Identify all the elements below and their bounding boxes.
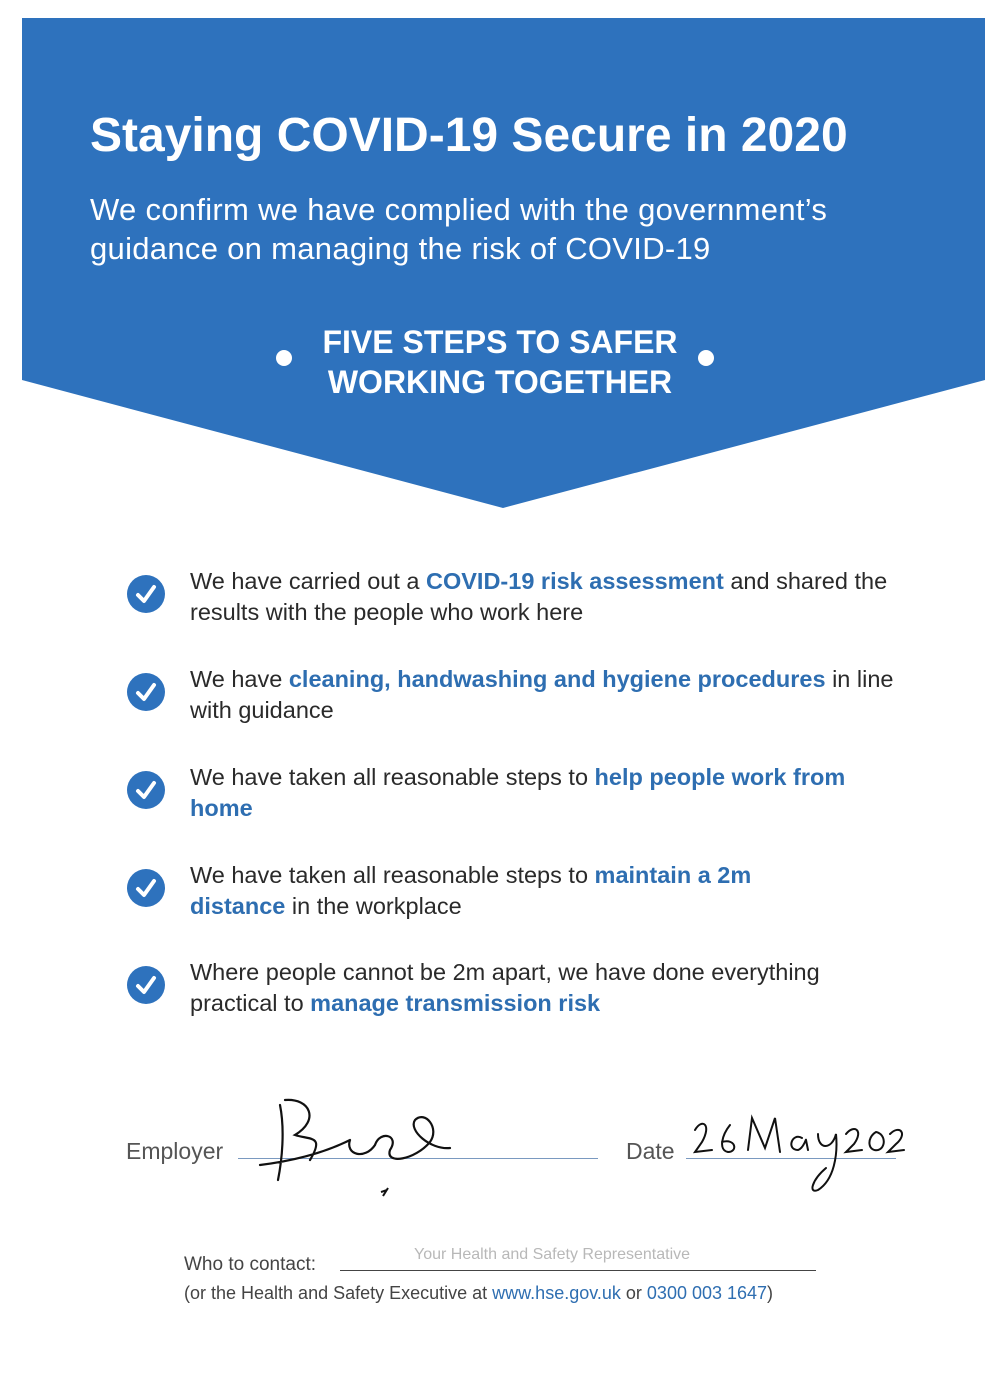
contact-label: Who to contact: [184, 1254, 317, 1275]
checkmark-circle-icon [126, 672, 166, 712]
bullet-dot-left [276, 350, 292, 366]
contact-footer: (or the Health and Safety Executive at www.hse.gov.uk or 0300 003 1647) [184, 1283, 774, 1303]
checklist-item-text: We have taken all reasonable steps to maintain a 2m distance in the workplace [190, 862, 752, 919]
employer-label: Employer [126, 1138, 224, 1164]
page-subtitle: We confirm we have complied with the government’s guidance on managing the risk of COVID-19 [90, 192, 828, 266]
checklist-item-highlight: maintain a 2m distance [190, 862, 752, 919]
checklist-item-highlight: COVID-19 risk assessment [426, 568, 724, 594]
checkmark-circle-icon [126, 868, 166, 908]
steps-heading-line-2: WORKING TOGETHER [327, 364, 673, 400]
checklist-item-text: We have cleaning, handwashing and hygiene procedures in line with guidance [190, 666, 894, 723]
page-title: Staying COVID-19 Secure in 2020 [90, 109, 848, 162]
steps-heading [300, 322, 700, 402]
handwritten-date [690, 1110, 910, 1200]
employer-signature [240, 1080, 480, 1210]
checkmark-circle-icon [126, 770, 166, 810]
checklist-item-text: We have carried out a COVID-19 risk assessment and shared the results with the people who work here [190, 568, 888, 625]
hse-website-link[interactable]: www.hse.gov.uk [492, 1283, 621, 1303]
contact-line [340, 1270, 816, 1271]
date-label: Date [626, 1138, 675, 1164]
checklist-item-text: We have taken all reasonable steps to help people work from home [190, 764, 846, 821]
checkmark-circle-icon [126, 965, 166, 1005]
contact-placeholder: Your Health and Safety Representative [414, 1246, 691, 1263]
checklist-item-highlight: cleaning, handwashing and hygiene procedures [288, 666, 826, 692]
checklist-item-highlight: help people work from home [190, 764, 846, 821]
checklist-item-text: Where people cannot be 2m apart, we have done everything practical to manage transmission risk [190, 959, 820, 1016]
steps-heading-line-1: FIVE STEPS TO SAFER [322, 324, 678, 360]
checkmark-circle-icon [126, 574, 166, 614]
hse-phone-link[interactable]: 0300 003 1647 [646, 1283, 768, 1303]
checklist-item-highlight: manage transmission risk [310, 990, 601, 1016]
bullet-dot-right [698, 350, 714, 366]
